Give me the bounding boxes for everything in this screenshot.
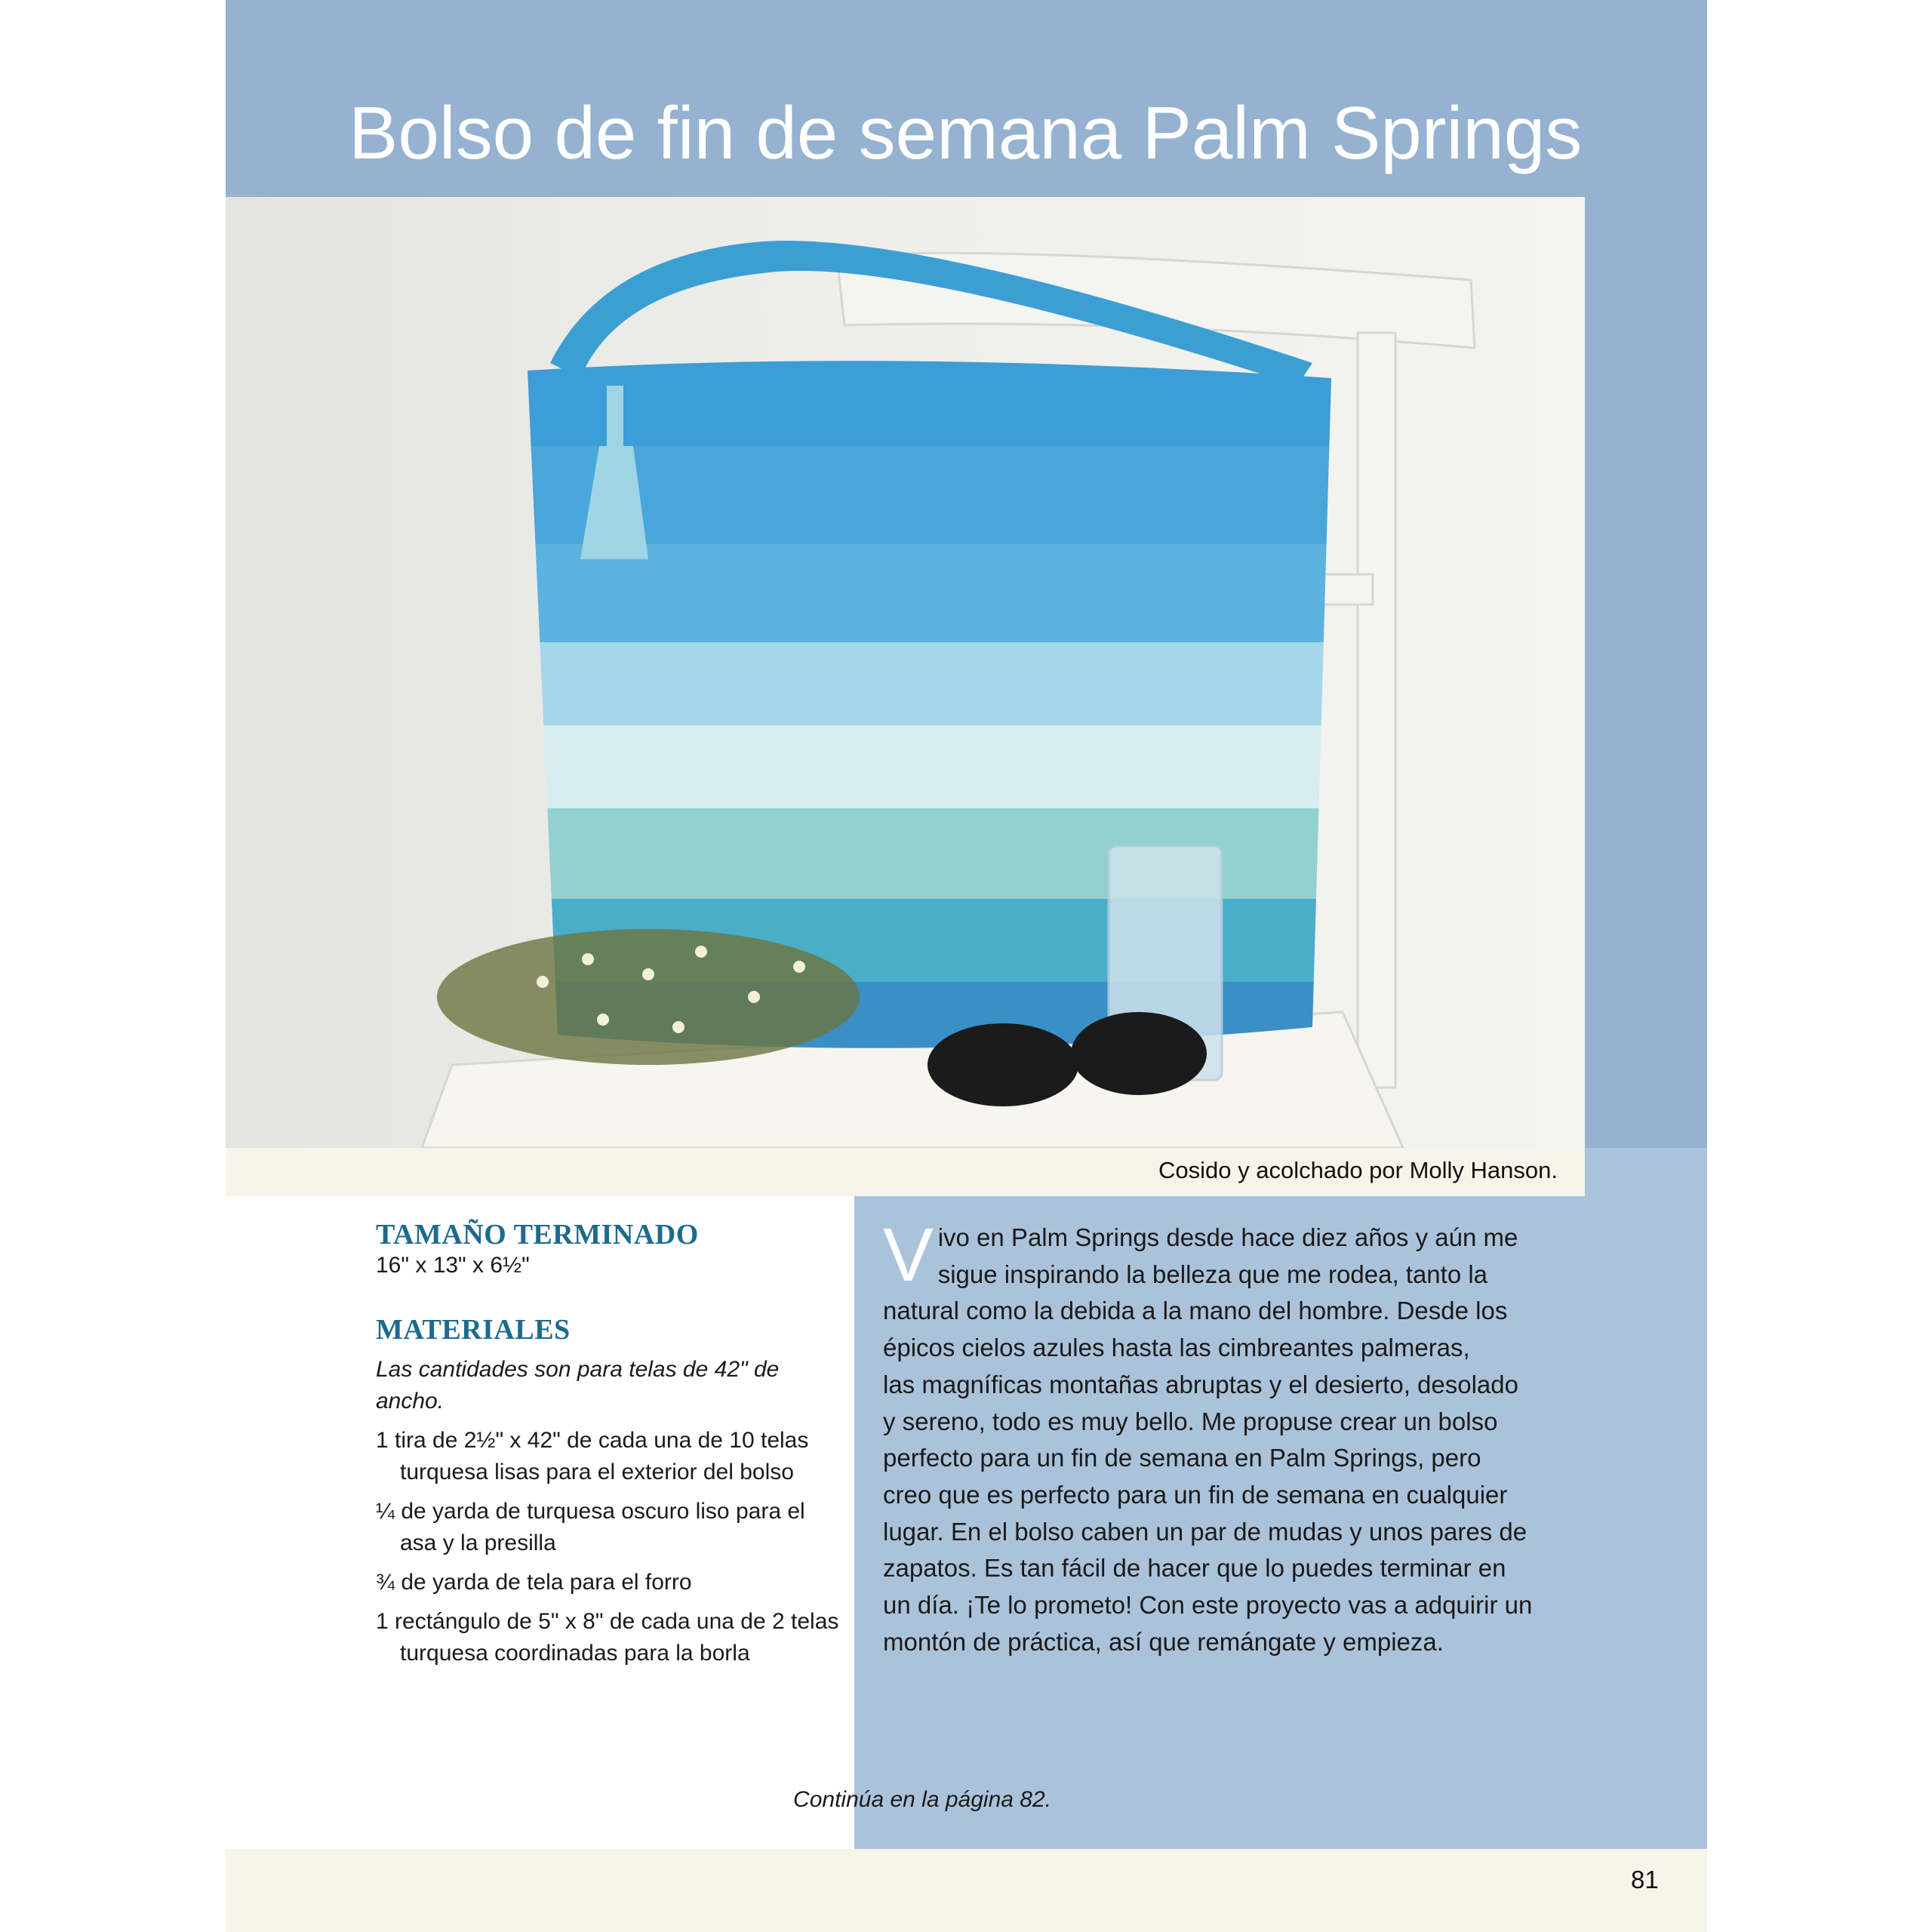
page-number: 81: [1631, 1866, 1659, 1894]
caption-band: [226, 1148, 1585, 1196]
book-page: [226, 0, 1707, 1932]
materials-note: Las cantidades son para telas de 42" de ancho.: [376, 1357, 780, 1414]
flowers: [437, 929, 860, 1065]
page-title: Bolso de fin de semana Palm Springs: [349, 91, 1583, 174]
finished-size-value: 16" x 13" x 6½": [376, 1253, 530, 1278]
material-item: ¼ de yarda de turquesa oscuro liso para el asa y la presilla: [376, 1499, 805, 1555]
intro-line: y sereno, todo es muy bello. Me propuse crear un bolso: [883, 1407, 1498, 1435]
intro-line: zapatos. Es tan fácil de hacer que lo puedes terminar en: [883, 1554, 1506, 1583]
drop-cap: V: [883, 1213, 934, 1297]
finished-size-heading: TAMAÑO TERMINADO: [376, 1219, 699, 1251]
title-band: [226, 0, 1707, 197]
continued-note: Continúa en la página 82.: [793, 1787, 1051, 1812]
intro-line: lugar. En el bolso caben un par de mudas y unos pares de: [883, 1517, 1527, 1546]
intro-line: épicos cielos azules hasta las cimbreantes palmeras,: [883, 1334, 1470, 1362]
side-color-strip: [1585, 197, 1707, 1148]
footer-band: [226, 1849, 1707, 1932]
intro-line: ivo en Palm Springs desde hace diez años y aún me: [937, 1223, 1518, 1251]
bag-photo-illustration: [226, 197, 1585, 1148]
intro-line: un día. ¡Te lo prometo! Con este proyecto vas a adquirir un: [883, 1591, 1533, 1620]
materials-column: [376, 1218, 844, 1669]
intro-line: sigue inspirando la belleza que me rodea, tanto la: [937, 1260, 1488, 1288]
intro-line: natural como la debida a la mano del hombre. Desde los: [883, 1297, 1508, 1325]
material-item: 1 tira de 2½" x 42" de cada una de 10 telas turquesa lisas para el exterior del bolso: [376, 1428, 809, 1484]
intro-line: las magníficas montañas abruptas y el desierto, desolado: [883, 1370, 1518, 1398]
project-photo: [226, 197, 1585, 1148]
material-item: 1 rectángulo de 5" x 8" de cada una de 2 telas turquesa coordinadas para la borla: [376, 1609, 839, 1666]
intro-line: montón de práctica, así que remángate y empieza.: [883, 1627, 1444, 1656]
materials-heading: MATERIALES: [376, 1314, 571, 1346]
material-item: ¾ de yarda de tela para el forro: [376, 1570, 692, 1595]
photo-caption: Cosido y acolchado por Molly Hanson.: [1158, 1157, 1558, 1183]
intro-paragraph: [883, 1213, 1811, 1660]
intro-line: creo que es perfecto para un fin de semana en cualquier: [883, 1480, 1508, 1509]
intro-line: perfecto para un fin de semana en Palm Springs, pero: [883, 1444, 1481, 1472]
